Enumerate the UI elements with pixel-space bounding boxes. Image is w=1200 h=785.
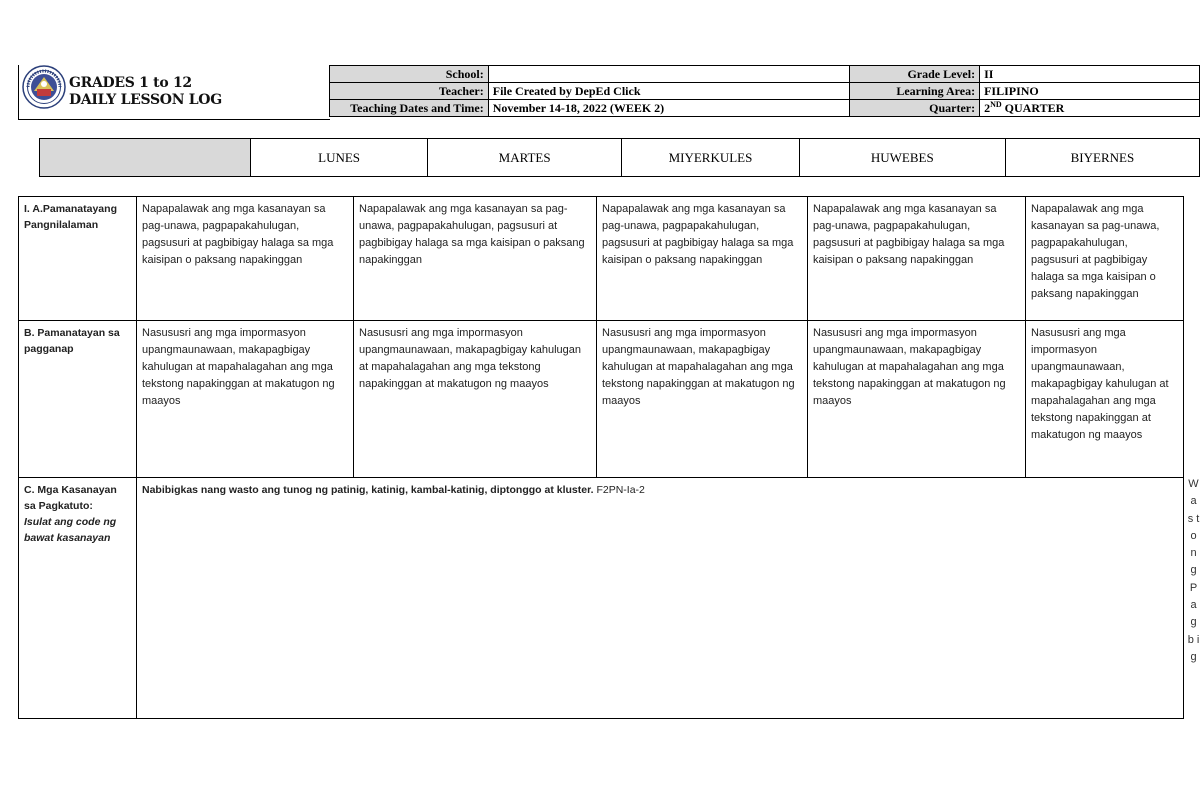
row-label-mga-kasanayan <box>19 478 137 719</box>
cell-b-martes: Nasususri ang mga impormasyon upangmaunawaan, makapagbigay kahulugan at mapahalagahan ang mga tekstong napakinggan at makatugon ng maayos <box>354 321 597 478</box>
day-huwebes: HUWEBES <box>799 139 1005 177</box>
cell-a-miyerkules: Napapalawak ang mga kasanayan sa pag-unawa, pagpapakahulugan, pagsusuri at pagbibigay halaga sa mga kaisipan o paksang napakinggan <box>597 197 808 321</box>
grade-level-value: II <box>980 66 1200 83</box>
teacher-label: Teacher: <box>330 83 489 100</box>
school-value <box>488 66 849 83</box>
deped-seal-icon <box>22 65 66 109</box>
cell-b-lunes: Nasususri ang mga impormasyon upangmaunawaan, makapagbigay kahulugan at mapahalagahan ang mga tekstong napakinggan at makatugon ng maayos <box>137 321 354 478</box>
grade-level-label: Grade Level: <box>849 66 979 83</box>
quarter-label: Quarter: <box>849 100 979 117</box>
kasanayan-code: F2PN-Ia-2 <box>593 484 645 496</box>
teaching-dates-value: November 14-18, 2022 (WEEK 2) <box>488 100 849 117</box>
teaching-dates-label: Teaching Dates and Time: <box>330 100 489 117</box>
title-line-2: DAILY LESSON LOG <box>69 92 222 108</box>
quarter-text: QUARTER <box>1001 101 1065 115</box>
day-biyernes: BIYERNES <box>1005 139 1199 177</box>
kasanayan-text: Nabibigkas nang wasto ang tunog ng patinig, katinig, kambal-katinig, diptonggo at kluster. <box>142 484 594 496</box>
cell-a-lunes: Napapalawak ang mga kasanayan sa pag-unawa, pagpapakahulugan, pagsusuri at pagbibigay halaga sa mga kaisipan o paksang napakinggan <box>137 197 354 321</box>
page-title <box>69 75 222 109</box>
title-line-1: GRADES 1 to 12 <box>69 75 192 91</box>
header-info-table <box>329 65 1200 117</box>
quarter-number: 2 <box>984 101 991 115</box>
cell-b-huwebes: Nasususri ang mga impormasyon upangmaunawaan, makapagbigay kahulugan at mapahalagahan ang mga tekstong napakinggan at makatugon ng maayos <box>808 321 1026 478</box>
cell-a-biyernes: Napapalawak ang mga kasanayan sa pag-unawa, pagpapakahulugan, pagsusuri at pagbibigay halaga sa mga kaisipan o paksang napakinggan <box>1026 197 1184 321</box>
days-blank-cell <box>40 139 251 177</box>
header-logo-area <box>18 65 330 120</box>
day-martes: MARTES <box>428 139 622 177</box>
days-header-table <box>39 138 1200 177</box>
day-lunes: LUNES <box>251 139 428 177</box>
row-label-kasanayan-note: Isulat ang code ng bawat kasanayan <box>24 516 117 544</box>
table-row <box>19 197 1184 321</box>
learning-area-label: Learning Area: <box>849 83 979 100</box>
learning-area-value: FILIPINO <box>980 83 1200 100</box>
quarter-suffix: ND <box>990 100 1002 109</box>
table-row <box>19 321 1184 478</box>
school-label: School: <box>330 66 489 83</box>
teacher-value: File Created by DepEd Click <box>488 83 849 100</box>
row-label-pamantayang-pangnilalaman: I. A.Pamanatayang Pangnilalaman <box>19 197 137 321</box>
cell-a-huwebes: Napapalawak ang mga kasanayan sa pag-unawa, pagpapakahulugan, pagsusuri at pagbibigay halaga sa mga kaisipan o paksang napakinggan <box>808 197 1026 321</box>
day-miyerkules: MIYERKULES <box>622 139 800 177</box>
row-label-pamantayan-sa-pagganap: B. Pamanatayan sa pagganap <box>19 321 137 478</box>
row-label-kasanayan-title: C. Mga Kasanayan sa Pagkatuto: <box>24 484 117 512</box>
cell-a-martes: Napapalawak ang mga kasanayan sa pag-unawa, pagpapakahulugan, pagsusuri at pagbibigay halaga sa mga kaisipan o paksang napakinggan <box>354 197 597 321</box>
quarter-value <box>980 100 1200 117</box>
table-row <box>19 478 1184 719</box>
lesson-log-table <box>18 196 1184 719</box>
cell-b-miyerkules: Nasususri ang mga impormasyon upangmaunawaan, makapagbigay kahulugan at mapahalagahan ang mga tekstong napakinggan at makatugon ng maayos <box>597 321 808 478</box>
cell-b-biyernes: Nasususri ang mga impormasyon upangmaunawaan, makapagbigay kahulugan at mapahalagahan ang mga tekstong napakinggan at makatugon ng maayos <box>1026 321 1184 478</box>
cell-c-kasanayan <box>137 478 1184 719</box>
cut-off-side-text: W a s t o n g P a g b i g <box>1187 478 1200 663</box>
